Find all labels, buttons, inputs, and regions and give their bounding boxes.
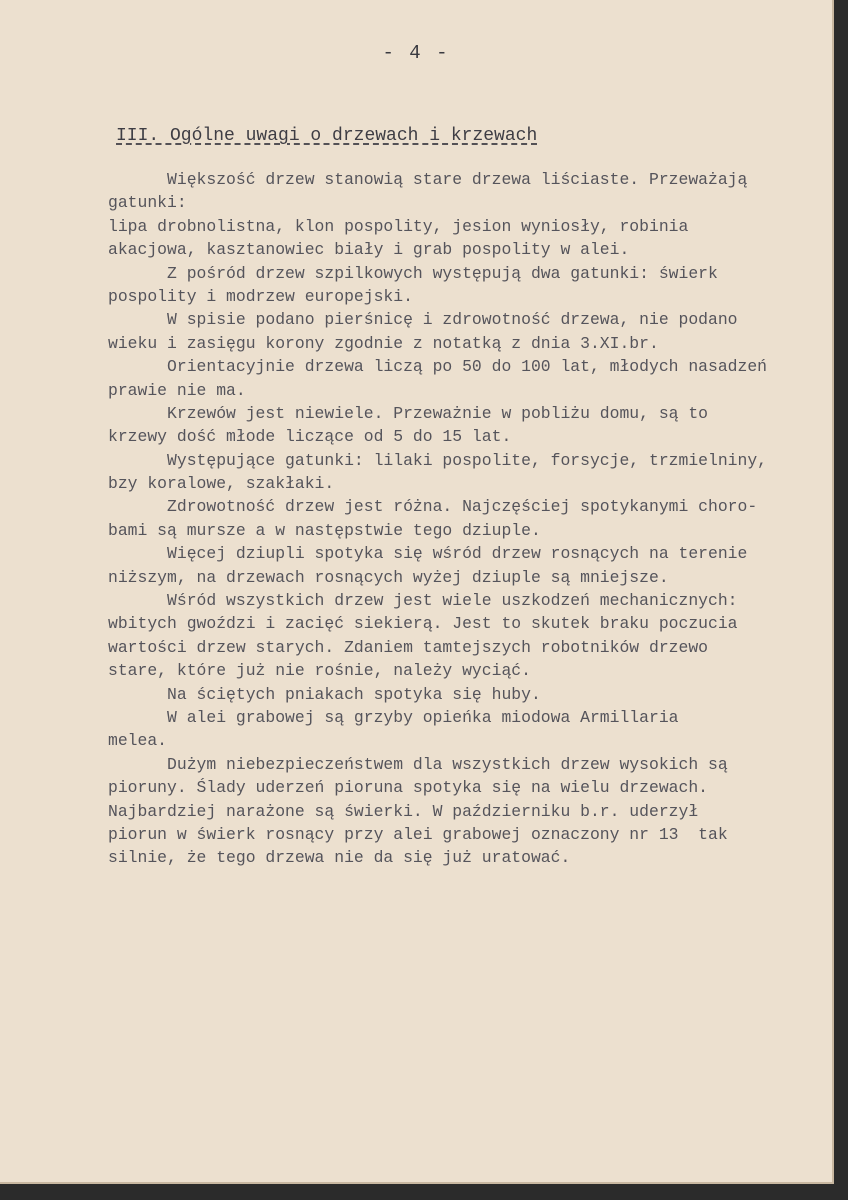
text-line: Najbardziej narażone są świerki. W październiku b.r. uderzył <box>108 801 699 821</box>
text-line: niższym, na drzewach rosnących wyżej dziuple są mniejsze. <box>108 567 669 587</box>
text-line: stare, które już nie rośnie, należy wyciąć. <box>108 661 531 681</box>
text-line: Wśród wszystkich drzew jest wiele uszkodzeń mechanicznych: <box>108 591 738 611</box>
text-line: melea. <box>108 731 168 751</box>
page-number: - 4 - <box>382 42 450 64</box>
text-line: piorun w świerk rosnący przy alei grabowej oznaczony nr 13 tak <box>108 824 728 844</box>
text-line: krzewy dość młode liczące od 5 do 15 lat. <box>108 427 512 447</box>
text-line: W spisie podano pierśnicę i zdrowotność drzewa, nie podano <box>108 310 738 330</box>
text-line: Krzewów jest niewiele. Przeważnie w pobliżu domu, są to <box>108 403 708 423</box>
text-line: W alei grabowej są grzyby opieńka miodowa Armillaria <box>108 707 679 727</box>
text-line: Dużym niebezpieczeństwem dla wszystkich drzew wysokich są <box>108 754 728 774</box>
section-heading: III. Ogólne uwagi o drzewach i krzewach <box>116 126 538 146</box>
text-line: prawie nie ma. <box>108 380 246 400</box>
text-line: Orientacyjnie drzewa liczą po 50 do 100 lat, młodych nasadzeń <box>108 357 768 377</box>
text-line: Z pośród drzew szpilkowych występują dwa gatunki: świerk <box>108 263 718 283</box>
text-line: wartości drzew starych. Zdaniem tamtejszych robotników drzewo <box>108 637 708 657</box>
text-line: gatunki: <box>108 193 187 213</box>
body-text <box>108 168 798 870</box>
text-line: lipa drobnolistna, klon pospolity, jesion wyniosły, robinia <box>108 216 689 236</box>
text-line: pospolity i modrzew europejski. <box>108 286 413 306</box>
text-line: wbitych gwoździ i zacięć siekierą. Jest to skutek braku poczucia <box>108 614 738 634</box>
text-line: bzy koralowe, szakłaki. <box>108 474 335 494</box>
text-line: pioruny. Ślady uderzeń pioruna spotyka się na wielu drzewach. <box>108 778 708 798</box>
text-line: Zdrowotność drzew jest różna. Najczęściej spotykanymi choro- <box>108 497 758 517</box>
text-line: bami są mursze a w następstwie tego dziuple. <box>108 520 541 540</box>
text-line: Większość drzew stanowią stare drzewa liściaste. Przeważają <box>108 170 748 189</box>
text-line: wieku i zasięgu korony zgodnie z notatką z dnia 3.XI.br. <box>108 333 659 353</box>
text-line: Na ściętych pniakach spotyka się huby. <box>108 684 541 704</box>
text-line: Występujące gatunki: lilaki pospolite, forsycje, trzmielniny, <box>108 450 768 470</box>
text-line: Więcej dziupli spotyka się wśród drzew rosnących na terenie <box>108 544 748 564</box>
text-line: silnie, że tego drzewa nie da się już uratować. <box>108 848 571 868</box>
text-line: akacjowa, kasztanowiec biały i grab pospolity w alei. <box>108 240 630 260</box>
